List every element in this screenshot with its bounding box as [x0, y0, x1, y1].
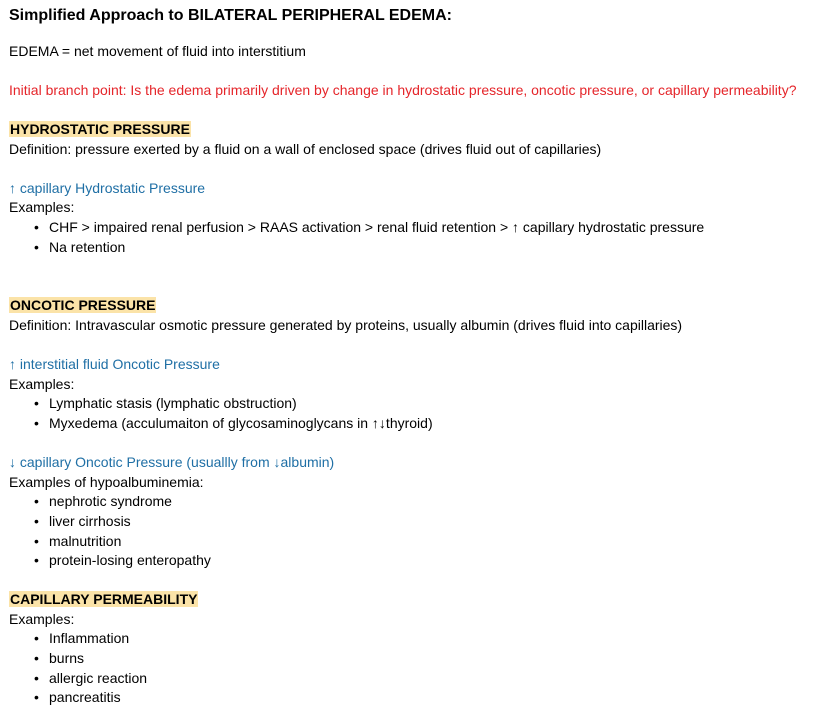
permeability-heading-text: CAPILLARY PERMEABILITY	[10, 591, 198, 607]
list-item: • Myxedema (acculumaiton of glycosaminoglycans in ↑↓thyroid)	[9, 414, 433, 434]
hydrostatic-section-heading	[9, 120, 191, 139]
hypoalbuminemia-examples-list	[9, 492, 211, 571]
branch-point-question: Initial branch point: Is the edema primarily driven by change in hydrostatic pressure, oncotic pressure, or capillary permeability?	[9, 82, 797, 98]
interstitial-examples-list	[9, 394, 433, 434]
oncotic-definition: Definition: Intravascular osmotic pressure generated by proteins, usually albumin (drives fluid into capillaries)	[9, 317, 683, 333]
hypoalbuminemia-examples-label: Examples of hypoalbuminemia:	[9, 474, 204, 490]
list-item: • liver cirrhosis	[9, 512, 211, 532]
hydrostatic-examples-list	[9, 218, 704, 258]
edema-definition: EDEMA = net movement of fluid into interstitium	[9, 43, 306, 59]
permeability-examples-label: Examples:	[9, 611, 75, 627]
list-item: • Lymphatic stasis (lymphatic obstruction)	[9, 394, 433, 414]
list-item: • protein-losing enteropathy	[9, 551, 211, 571]
list-item: • nephrotic syndrome	[9, 492, 211, 512]
capillary-oncotic-subheading: ↓ capillary Oncotic Pressure (usuallly from ↓albumin)	[9, 454, 335, 470]
hydrostatic-subheading: ↑ capillary Hydrostatic Pressure	[9, 180, 206, 196]
permeability-section-heading	[9, 590, 198, 609]
page-title: Simplified Approach to BILATERAL PERIPHERAL EDEMA:	[9, 7, 452, 24]
oncotic-section-heading	[9, 296, 156, 315]
list-item: • pancreatitis	[9, 688, 147, 708]
hydrostatic-heading-text: HYDROSTATIC PRESSURE	[10, 121, 190, 137]
interstitial-oncotic-subheading: ↑ interstitial fluid Oncotic Pressure	[9, 356, 220, 372]
oncotic-heading-text: ONCOTIC PRESSURE	[10, 297, 156, 313]
hydrostatic-definition: Definition: pressure exerted by a fluid on a wall of enclosed space (drives fluid out of capillaries)	[9, 141, 602, 157]
permeability-examples-list	[9, 629, 147, 708]
list-item: • Na retention	[9, 238, 704, 258]
list-item: • malnutrition	[9, 532, 211, 552]
list-item: • CHF > impaired renal perfusion > RAAS activation > renal fluid retention > ↑ capillary hydrostatic pressure	[9, 218, 704, 238]
hydrostatic-examples-label: Examples:	[9, 199, 75, 215]
interstitial-examples-label: Examples:	[9, 376, 75, 392]
list-item: • Inflammation	[9, 629, 147, 649]
list-item: • burns	[9, 649, 147, 669]
list-item: • allergic reaction	[9, 669, 147, 689]
